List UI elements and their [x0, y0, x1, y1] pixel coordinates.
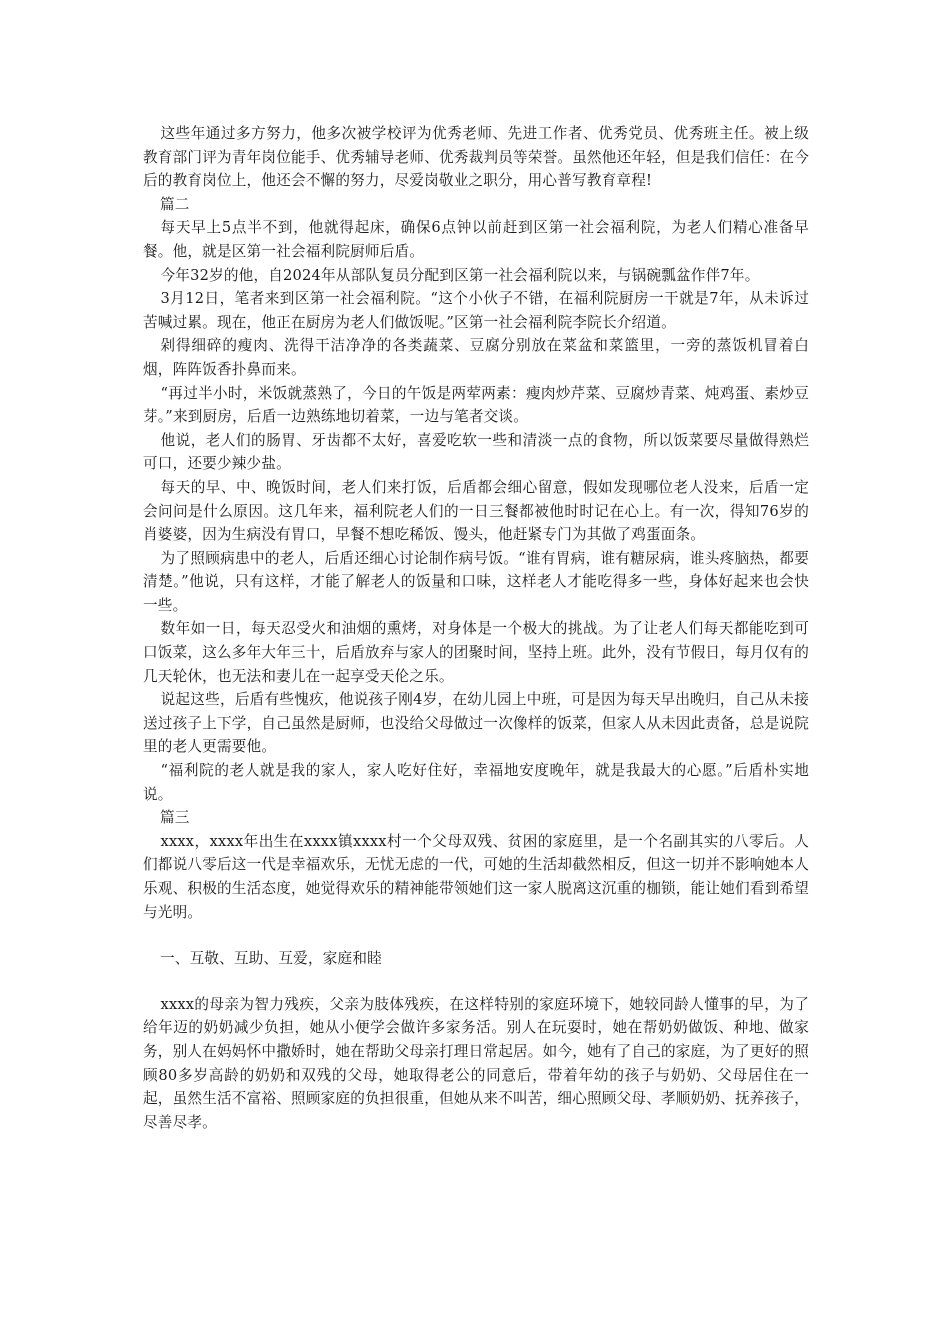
spacer	[143, 924, 809, 947]
section-title-2: 篇二	[160, 195, 190, 213]
document-body	[143, 122, 809, 1134]
paragraph-diet: 他说，老人们的肠胃、牙齿都不太好，喜爱吃软一些和清淡一点的食物，所以饭菜要尽量做得熟烂可口，还要少辣少盐。	[143, 431, 809, 473]
paragraph-care: 每天的早、中、晚饭时间，老人们来打饭，后盾都会细心留意，假如发现哪位老人没来，后盾一定会问问是什么原因。这几年来，福利院老人们的一日三餐都被他时时记在心上。有一次，得知76岁的肖婆婆，因为生病没有胃口，早餐不想吃稀饭、馒头，他赶紧专门为其做了鸡蛋面条。	[143, 478, 809, 544]
paragraph-kitchen: 剁得细碎的瘦肉、洗得干洁净净的各类蔬菜、豆腐分别放在菜盆和菜篮里，一旁的蒸饭机冒着白烟，阵阵饭香扑鼻而来。	[143, 337, 809, 378]
paragraph-sick-meals: 为了照顾病患中的老人，后盾还细心讨论制作病号饭。“谁有胃病，谁有糖尿病，谁头疼脑热，都要清楚。”他说，只有这样，才能了解老人的饭量和口味，这样老人才能吃得多一些，身体好起来也会快一些。	[143, 549, 809, 614]
subheading-family-harmony: 一、互敬、互助、互爱，家庭和睦	[160, 950, 382, 968]
paragraph-visit: 3月12日，笔者来到区第一社会福利院。“这个小伙子不错，在福利院厨房一干就是7年，从未诉过苦喊过累。现在，他正在厨房为老人们做饭呢。”区第一社会福利院李院长介绍道。	[143, 290, 809, 331]
paragraph-family: 说起这些，后盾有些愧疚，他说孩子刚4岁，在幼儿园上中班，可是因为每天早出晚归，自己从未接送过孩子上下学，自己虽然是厨师，也没给父母做过一次像样的饭菜，但家人从未因此责备，总是说院里的老人更需要他。	[143, 691, 809, 756]
paragraph-lunch: “再过半小时，米饭就蒸熟了，今日的午饭是两荤两素：瘦肉炒芹菜、豆腐炒青菜、炖鸡蛋、素炒豆芽。”来到厨房，后盾一边熟练地切着菜，一边与笔者交谈。	[143, 384, 809, 426]
section-title-3: 篇三	[160, 809, 190, 827]
paragraph-filial: xxxx的母亲为智力残疾，父亲为肢体残疾，在这样特别的家庭环境下，她较同龄人懂事的早，为了给年迈的奶奶减少负担，她从小便学会做许多家务活。别人在玩耍时，她在帮奶奶做饭、种地、做家务，别人在妈妈怀中撒娇时，她在帮助父母亲打理日常起居。如今，她有了自己的家庭，为了更好的照顾80多岁高龄的奶奶和双残的父母，她取得老公的同意后，带着年幼的孩子与奶奶、父母居住在一起，虽然生活不富裕、照顾家庭的负担很重，但她从来不叫苦，细心照顾父母、孝顺奶奶、抚养孩子，尽善尽孝。	[143, 995, 809, 1131]
paragraph-post80: xxxx，xxxx年出生在xxxx镇xxxx村一个父母双残、贫困的家庭里，是一个名副其实的八零后。人们都说八零后这一代是幸福欢乐，无忧无虑的一代，可她的生活却截然相反，但这一切并不影响她本人乐观、积极的生活态度，她觉得欢乐的精神能带领她们这一家人脱离这沉重的枷锁，能让她们看到希望与光明。	[143, 832, 809, 921]
spacer	[143, 971, 809, 993]
paragraph-dedication: 数年如一日，每天忍受火和油烟的熏烤，对身体是一个极大的挑战。为了让老人们每天都能吃到可口饭菜，这么多年大年三十，后盾放弃与家人的团聚时间，坚持上班。此外，没有节假日，每月仅有的几天轮休，也无法和妻儿在一起享受天伦之乐。	[143, 620, 809, 685]
paragraph-intro-chef: 每天早上5点半不到，他就得起床，确保6点钟以前赶到区第一社会福利院，为老人们精心准备早餐。他，就是区第一社会福利院厨师后盾。	[143, 219, 809, 260]
paragraph-quote: “福利院的老人就是我的家人，家人吃好住好，幸福地安度晚年，就是我最大的心愿。”后盾朴实地说。	[143, 762, 809, 803]
paragraph-background: 今年32岁的他，自2024年从部队复员分配到区第一社会福利院以来，与锅碗瓢盆作伴7年。	[160, 266, 760, 284]
paragraph-honors: 这些年通过多方努力，他多次被学校评为优秀老师、先进工作者、优秀党员、优秀班主任。被上级教育部门评为青年岗位能手、优秀辅导老师、优秀裁判员等荣誉。虽然他还年轻，但是我们信任：在今后的教育岗位上，他还会不懈的努力，尽爱岗敬业之职分，用心普写教育章程!	[143, 125, 809, 190]
